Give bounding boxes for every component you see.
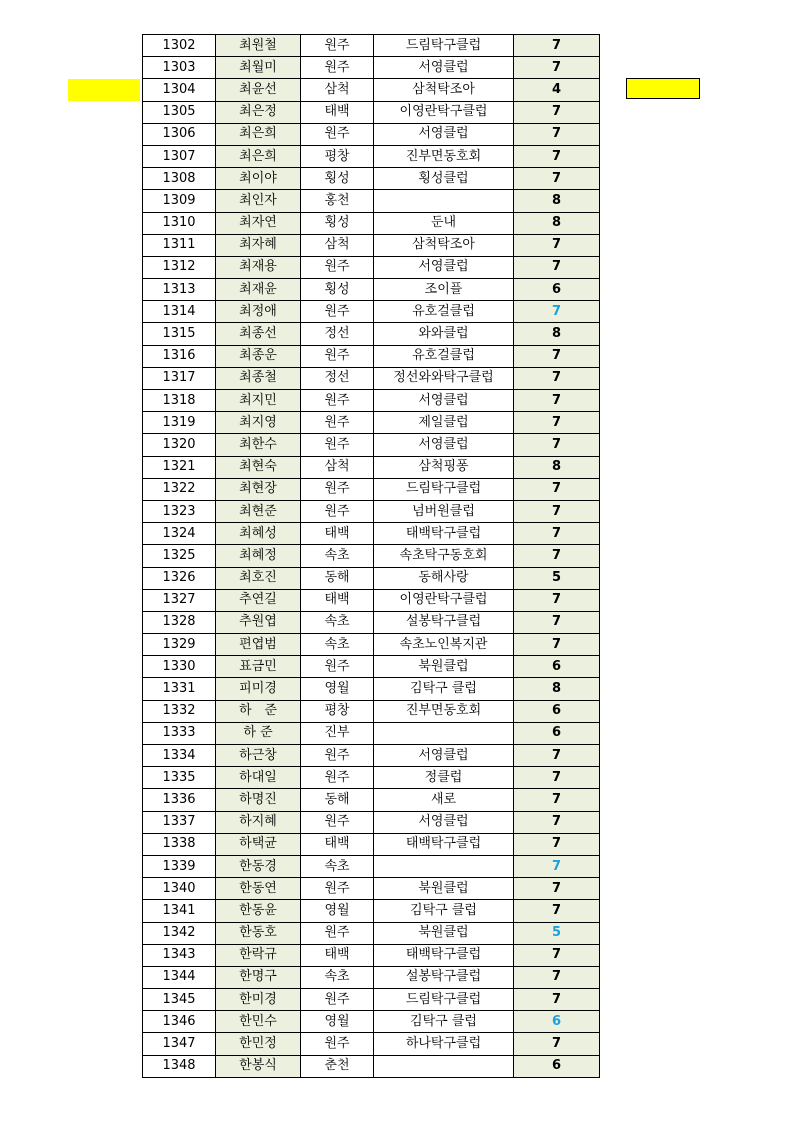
city-cell[interactable]: 원주 <box>301 811 374 833</box>
row-number-cell[interactable]: 1307 <box>143 145 216 167</box>
city-cell[interactable]: 원주 <box>301 500 374 522</box>
club-cell[interactable]: 유호걸클럽 <box>374 301 514 323</box>
city-cell[interactable]: 속초 <box>301 855 374 877</box>
row-number-cell[interactable]: 1311 <box>143 234 216 256</box>
table-row <box>143 944 600 966</box>
row-number-cell[interactable]: 1334 <box>143 745 216 767</box>
club-cell[interactable]: 제일클럽 <box>374 412 514 434</box>
member-name-cell[interactable]: 최혜성 <box>216 523 301 545</box>
table-row <box>143 500 600 522</box>
club-cell[interactable]: 하나탁구클럽 <box>374 1033 514 1055</box>
city-cell[interactable]: 동해 <box>301 567 374 589</box>
row-number-cell[interactable]: 1313 <box>143 279 216 301</box>
club-cell[interactable]: 속초노인복지관 <box>374 634 514 656</box>
city-cell[interactable]: 태백 <box>301 101 374 123</box>
member-name-cell[interactable]: 최원철 <box>216 35 301 57</box>
city-cell[interactable]: 태백 <box>301 944 374 966</box>
city-cell[interactable]: 횡성 <box>301 212 374 234</box>
city-cell[interactable]: 춘천 <box>301 1055 374 1077</box>
member-table-body <box>143 35 600 1078</box>
city-cell[interactable]: 태백 <box>301 589 374 611</box>
member-name-cell[interactable]: 최은희 <box>216 123 301 145</box>
grade-cell[interactable]: 6 <box>514 656 600 678</box>
city-cell[interactable]: 태백 <box>301 833 374 855</box>
table-row <box>143 589 600 611</box>
city-cell[interactable]: 원주 <box>301 57 374 79</box>
table-row <box>143 234 600 256</box>
club-cell[interactable]: 삼척핑퐁 <box>374 456 514 478</box>
row-number-cell[interactable]: 1328 <box>143 611 216 633</box>
grade-cell[interactable]: 8 <box>514 212 600 234</box>
row-number-cell[interactable]: 1306 <box>143 123 216 145</box>
club-cell[interactable]: 김탁구 클럽 <box>374 900 514 922</box>
table-row <box>143 989 600 1011</box>
grade-cell[interactable]: 6 <box>514 1055 600 1077</box>
table-row <box>143 345 600 367</box>
member-name-cell[interactable]: 최인자 <box>216 190 301 212</box>
city-cell[interactable]: 진부 <box>301 722 374 744</box>
table-row <box>143 1055 600 1077</box>
table-row <box>143 1033 600 1055</box>
city-cell[interactable]: 속초 <box>301 966 374 988</box>
table-row <box>143 966 600 988</box>
city-cell[interactable]: 원주 <box>301 123 374 145</box>
city-cell[interactable]: 태백 <box>301 523 374 545</box>
city-cell[interactable]: 삼척 <box>301 79 374 101</box>
member-name-cell[interactable]: 최이야 <box>216 168 301 190</box>
club-cell[interactable]: 드림탁구클럽 <box>374 989 514 1011</box>
table-row <box>143 35 600 57</box>
club-cell[interactable]: 삼척탁조아 <box>374 234 514 256</box>
grade-cell[interactable]: 7 <box>514 345 600 367</box>
club-cell[interactable]: 삼척탁조아 <box>374 79 514 101</box>
city-cell[interactable]: 정선 <box>301 323 374 345</box>
table-row <box>143 545 600 567</box>
grade-cell[interactable]: 7 <box>514 545 600 567</box>
table-row <box>143 57 600 79</box>
grade-cell[interactable]: 7 <box>514 944 600 966</box>
city-cell[interactable]: 홍천 <box>301 190 374 212</box>
row-number-cell[interactable]: 1327 <box>143 589 216 611</box>
table-row <box>143 878 600 900</box>
row-number-cell[interactable]: 1344 <box>143 966 216 988</box>
row-number-cell[interactable]: 1331 <box>143 678 216 700</box>
member-name-cell[interactable]: 표금민 <box>216 656 301 678</box>
club-cell[interactable]: 북원클럽 <box>374 656 514 678</box>
row-number-cell[interactable]: 1326 <box>143 567 216 589</box>
member-name-cell[interactable]: 최한수 <box>216 434 301 456</box>
club-cell[interactable]: 진부면동호회 <box>374 700 514 722</box>
city-cell[interactable]: 영월 <box>301 1011 374 1033</box>
row-number-cell[interactable]: 1320 <box>143 434 216 456</box>
member-name-cell[interactable]: 최윤선 <box>216 79 301 101</box>
table-row <box>143 256 600 278</box>
row-number-cell[interactable]: 1347 <box>143 1033 216 1055</box>
city-cell[interactable]: 원주 <box>301 1033 374 1055</box>
member-name-cell[interactable]: 피미경 <box>216 678 301 700</box>
table-row <box>143 367 600 389</box>
row-number-cell[interactable]: 1314 <box>143 301 216 323</box>
table-row <box>143 390 600 412</box>
member-name-cell[interactable]: 최지민 <box>216 390 301 412</box>
member-name-cell[interactable]: 최재윤 <box>216 279 301 301</box>
member-name-cell[interactable]: 최자연 <box>216 212 301 234</box>
grade-cell[interactable]: 7 <box>514 412 600 434</box>
table-row <box>143 922 600 944</box>
row-number-cell[interactable]: 1322 <box>143 478 216 500</box>
grade-cell[interactable]: 5 <box>514 567 600 589</box>
city-cell[interactable]: 원주 <box>301 745 374 767</box>
grade-cell[interactable]: 7 <box>514 500 600 522</box>
row-number-cell[interactable]: 1319 <box>143 412 216 434</box>
grade-cell[interactable]: 8 <box>514 190 600 212</box>
club-cell[interactable]: 서영클럽 <box>374 390 514 412</box>
row-number-cell[interactable]: 1312 <box>143 256 216 278</box>
member-name-cell[interactable]: 최종철 <box>216 367 301 389</box>
club-cell[interactable]: 태백탁구클럽 <box>374 833 514 855</box>
grade-cell[interactable]: 7 <box>514 789 600 811</box>
grade-cell[interactable]: 7 <box>514 878 600 900</box>
row-number-cell[interactable]: 1315 <box>143 323 216 345</box>
row-number-cell[interactable]: 1305 <box>143 101 216 123</box>
row-number-cell[interactable]: 1340 <box>143 878 216 900</box>
table-row <box>143 301 600 323</box>
table-row <box>143 700 600 722</box>
club-cell[interactable] <box>374 190 514 212</box>
city-cell[interactable]: 평창 <box>301 700 374 722</box>
grade-cell[interactable]: 7 <box>514 811 600 833</box>
row-number-cell[interactable]: 1309 <box>143 190 216 212</box>
row-number-cell[interactable]: 1342 <box>143 922 216 944</box>
table-row <box>143 168 600 190</box>
grade-cell[interactable]: 8 <box>514 456 600 478</box>
member-name-cell[interactable]: 최혜정 <box>216 545 301 567</box>
city-cell[interactable]: 정선 <box>301 367 374 389</box>
city-cell[interactable]: 원주 <box>301 767 374 789</box>
club-cell[interactable]: 횡성클럽 <box>374 168 514 190</box>
grade-cell[interactable]: 7 <box>514 523 600 545</box>
grade-cell[interactable]: 7 <box>514 900 600 922</box>
row-number-cell[interactable]: 1324 <box>143 523 216 545</box>
grade-cell[interactable]: 7 <box>514 966 600 988</box>
member-name-cell[interactable]: 최은정 <box>216 101 301 123</box>
member-name-cell[interactable]: 추연길 <box>216 589 301 611</box>
grade-cell[interactable]: 6 <box>514 700 600 722</box>
row-number-cell[interactable]: 1329 <box>143 634 216 656</box>
table-row <box>143 1011 600 1033</box>
club-cell[interactable]: 정선와와탁구클럽 <box>374 367 514 389</box>
grade-cell[interactable]: 6 <box>514 1011 600 1033</box>
club-cell[interactable] <box>374 1055 514 1077</box>
member-name-cell[interactable]: 하대일 <box>216 767 301 789</box>
member-table <box>142 34 600 1078</box>
table-row <box>143 767 600 789</box>
city-cell[interactable]: 속초 <box>301 545 374 567</box>
city-cell[interactable]: 원주 <box>301 412 374 434</box>
member-name-cell[interactable]: 한명구 <box>216 966 301 988</box>
table-row <box>143 212 600 234</box>
club-cell[interactable] <box>374 722 514 744</box>
club-cell[interactable]: 둔내 <box>374 212 514 234</box>
club-cell[interactable]: 속초탁구동호회 <box>374 545 514 567</box>
member-name-cell[interactable]: 최자혜 <box>216 234 301 256</box>
member-name-cell[interactable]: 한미경 <box>216 989 301 1011</box>
member-name-cell[interactable]: 한봉식 <box>216 1055 301 1077</box>
table-row <box>143 789 600 811</box>
member-name-cell[interactable]: 한동연 <box>216 878 301 900</box>
member-name-cell[interactable]: 하택균 <box>216 833 301 855</box>
grade-cell[interactable]: 7 <box>514 611 600 633</box>
member-name-cell[interactable]: 최종선 <box>216 323 301 345</box>
table-row <box>143 678 600 700</box>
row-number-cell[interactable]: 1310 <box>143 212 216 234</box>
row-number-cell[interactable]: 1333 <box>143 722 216 744</box>
city-cell[interactable]: 속초 <box>301 611 374 633</box>
city-cell[interactable]: 속초 <box>301 634 374 656</box>
member-name-cell[interactable]: 한동윤 <box>216 900 301 922</box>
row-number-cell[interactable]: 1338 <box>143 833 216 855</box>
table-row <box>143 145 600 167</box>
table-row <box>143 123 600 145</box>
row-number-cell[interactable]: 1316 <box>143 345 216 367</box>
club-cell[interactable]: 넘버원클럽 <box>374 500 514 522</box>
club-cell[interactable]: 서영클럽 <box>374 811 514 833</box>
table-row <box>143 745 600 767</box>
member-name-cell[interactable]: 최정애 <box>216 301 301 323</box>
city-cell[interactable]: 횡성 <box>301 168 374 190</box>
member-name-cell[interactable]: 하 준 <box>216 700 301 722</box>
table-row <box>143 722 600 744</box>
club-cell[interactable]: 북원클럽 <box>374 922 514 944</box>
club-cell[interactable]: 새로 <box>374 789 514 811</box>
grade-cell[interactable]: 7 <box>514 35 600 57</box>
grade-cell[interactable]: 7 <box>514 256 600 278</box>
club-cell[interactable]: 조이플 <box>374 279 514 301</box>
grade-cell[interactable]: 7 <box>514 855 600 877</box>
city-cell[interactable]: 평창 <box>301 145 374 167</box>
member-name-cell[interactable]: 최현숙 <box>216 456 301 478</box>
table-row <box>143 279 600 301</box>
city-cell[interactable]: 원주 <box>301 345 374 367</box>
club-cell[interactable]: 드림탁구클럽 <box>374 478 514 500</box>
table-row <box>143 900 600 922</box>
city-cell[interactable]: 삼척 <box>301 234 374 256</box>
grade-cell[interactable]: 7 <box>514 101 600 123</box>
member-name-cell[interactable]: 최현장 <box>216 478 301 500</box>
member-name-cell[interactable]: 최월미 <box>216 57 301 79</box>
row-number-cell[interactable]: 1321 <box>143 456 216 478</box>
member-name-cell[interactable]: 최은희 <box>216 145 301 167</box>
grade-cell[interactable]: 4 <box>514 79 600 101</box>
club-cell[interactable]: 태백탁구클럽 <box>374 523 514 545</box>
grade-cell[interactable]: 7 <box>514 833 600 855</box>
row-number-cell[interactable]: 1303 <box>143 57 216 79</box>
city-cell[interactable]: 삼척 <box>301 456 374 478</box>
city-cell[interactable]: 원주 <box>301 478 374 500</box>
table-row <box>143 656 600 678</box>
grade-cell[interactable]: 7 <box>514 589 600 611</box>
table-row <box>143 323 600 345</box>
member-name-cell[interactable]: 한동호 <box>216 922 301 944</box>
grade-cell[interactable]: 7 <box>514 123 600 145</box>
row-number-cell[interactable]: 1336 <box>143 789 216 811</box>
city-cell[interactable]: 원주 <box>301 922 374 944</box>
highlight-marker-right <box>626 78 700 99</box>
club-cell[interactable]: 김탁구 클럽 <box>374 678 514 700</box>
row-number-cell[interactable]: 1345 <box>143 989 216 1011</box>
city-cell[interactable]: 원주 <box>301 878 374 900</box>
grade-cell[interactable]: 7 <box>514 478 600 500</box>
club-cell[interactable]: 태백탁구클럽 <box>374 944 514 966</box>
table-row <box>143 79 600 101</box>
member-name-cell[interactable]: 하 준 <box>216 722 301 744</box>
member-name-cell[interactable]: 최현준 <box>216 500 301 522</box>
grade-cell[interactable]: 7 <box>514 767 600 789</box>
member-name-cell[interactable]: 최종운 <box>216 345 301 367</box>
city-cell[interactable]: 원주 <box>301 35 374 57</box>
table-row <box>143 456 600 478</box>
table-row <box>143 523 600 545</box>
table-row <box>143 855 600 877</box>
club-cell[interactable]: 북원클럽 <box>374 878 514 900</box>
grade-cell[interactable]: 7 <box>514 301 600 323</box>
club-cell[interactable]: 유호걸클럽 <box>374 345 514 367</box>
row-number-cell[interactable]: 1341 <box>143 900 216 922</box>
club-cell[interactable]: 동해사랑 <box>374 567 514 589</box>
member-name-cell[interactable]: 한락규 <box>216 944 301 966</box>
club-cell[interactable]: 서영클럽 <box>374 57 514 79</box>
city-cell[interactable]: 원주 <box>301 989 374 1011</box>
grade-cell[interactable]: 7 <box>514 234 600 256</box>
row-number-cell[interactable]: 1346 <box>143 1011 216 1033</box>
row-number-cell[interactable]: 1343 <box>143 944 216 966</box>
city-cell[interactable]: 영월 <box>301 678 374 700</box>
club-cell[interactable]: 진부면동호회 <box>374 145 514 167</box>
city-cell[interactable]: 횡성 <box>301 279 374 301</box>
city-cell[interactable]: 동해 <box>301 789 374 811</box>
club-cell[interactable]: 정클럽 <box>374 767 514 789</box>
club-cell[interactable]: 설봉탁구클럽 <box>374 966 514 988</box>
grade-cell[interactable]: 7 <box>514 989 600 1011</box>
club-cell[interactable]: 서영클럽 <box>374 123 514 145</box>
grade-cell[interactable]: 8 <box>514 323 600 345</box>
grade-cell[interactable]: 7 <box>514 434 600 456</box>
row-number-cell[interactable]: 1325 <box>143 545 216 567</box>
grade-cell[interactable]: 5 <box>514 922 600 944</box>
member-name-cell[interactable]: 한민정 <box>216 1033 301 1055</box>
grade-cell[interactable]: 8 <box>514 678 600 700</box>
row-number-cell[interactable]: 1339 <box>143 855 216 877</box>
row-number-cell[interactable]: 1337 <box>143 811 216 833</box>
club-cell[interactable] <box>374 855 514 877</box>
row-number-cell[interactable]: 1318 <box>143 390 216 412</box>
table-row <box>143 833 600 855</box>
city-cell[interactable]: 원주 <box>301 434 374 456</box>
table-row <box>143 101 600 123</box>
member-name-cell[interactable]: 한민수 <box>216 1011 301 1033</box>
grade-cell[interactable]: 6 <box>514 722 600 744</box>
grade-cell[interactable]: 6 <box>514 279 600 301</box>
grade-cell[interactable]: 7 <box>514 634 600 656</box>
row-number-cell[interactable]: 1302 <box>143 35 216 57</box>
row-number-cell[interactable]: 1332 <box>143 700 216 722</box>
city-cell[interactable]: 원주 <box>301 390 374 412</box>
club-cell[interactable]: 서영클럽 <box>374 434 514 456</box>
club-cell[interactable]: 설봉탁구클럽 <box>374 611 514 633</box>
city-cell[interactable]: 영월 <box>301 900 374 922</box>
row-number-cell[interactable]: 1335 <box>143 767 216 789</box>
table-row <box>143 611 600 633</box>
table-row <box>143 434 600 456</box>
member-name-cell[interactable]: 한동경 <box>216 855 301 877</box>
city-cell[interactable]: 원주 <box>301 256 374 278</box>
member-name-cell[interactable]: 하근창 <box>216 745 301 767</box>
row-number-cell[interactable]: 1348 <box>143 1055 216 1077</box>
grade-cell[interactable]: 7 <box>514 57 600 79</box>
grade-cell[interactable]: 7 <box>514 145 600 167</box>
table-row <box>143 567 600 589</box>
member-name-cell[interactable]: 최지영 <box>216 412 301 434</box>
grade-cell[interactable]: 7 <box>514 168 600 190</box>
table-row <box>143 412 600 434</box>
member-name-cell[interactable]: 편엽범 <box>216 634 301 656</box>
row-number-cell[interactable]: 1330 <box>143 656 216 678</box>
member-name-cell[interactable]: 최재용 <box>216 256 301 278</box>
club-cell[interactable]: 와와클럽 <box>374 323 514 345</box>
grade-cell[interactable]: 7 <box>514 390 600 412</box>
row-number-cell[interactable]: 1304 <box>143 79 216 101</box>
row-number-cell[interactable]: 1317 <box>143 367 216 389</box>
club-cell[interactable]: 이영란탁구클럽 <box>374 101 514 123</box>
member-name-cell[interactable]: 하명진 <box>216 789 301 811</box>
club-cell[interactable]: 이영란탁구클럽 <box>374 589 514 611</box>
grade-cell[interactable]: 7 <box>514 1033 600 1055</box>
club-cell[interactable]: 드림탁구클럽 <box>374 35 514 57</box>
member-name-cell[interactable]: 추원엽 <box>216 611 301 633</box>
club-cell[interactable]: 서영클럽 <box>374 745 514 767</box>
city-cell[interactable]: 원주 <box>301 656 374 678</box>
row-number-cell[interactable]: 1323 <box>143 500 216 522</box>
table-row <box>143 634 600 656</box>
row-number-cell[interactable]: 1308 <box>143 168 216 190</box>
grade-cell[interactable]: 7 <box>514 367 600 389</box>
club-cell[interactable]: 서영클럽 <box>374 256 514 278</box>
member-name-cell[interactable]: 최호진 <box>216 567 301 589</box>
club-cell[interactable]: 김탁구 클럽 <box>374 1011 514 1033</box>
grade-cell[interactable]: 7 <box>514 745 600 767</box>
member-name-cell[interactable]: 하지혜 <box>216 811 301 833</box>
table-row <box>143 811 600 833</box>
highlight-marker-left <box>68 79 140 101</box>
table-row <box>143 478 600 500</box>
city-cell[interactable]: 원주 <box>301 301 374 323</box>
table-row <box>143 190 600 212</box>
